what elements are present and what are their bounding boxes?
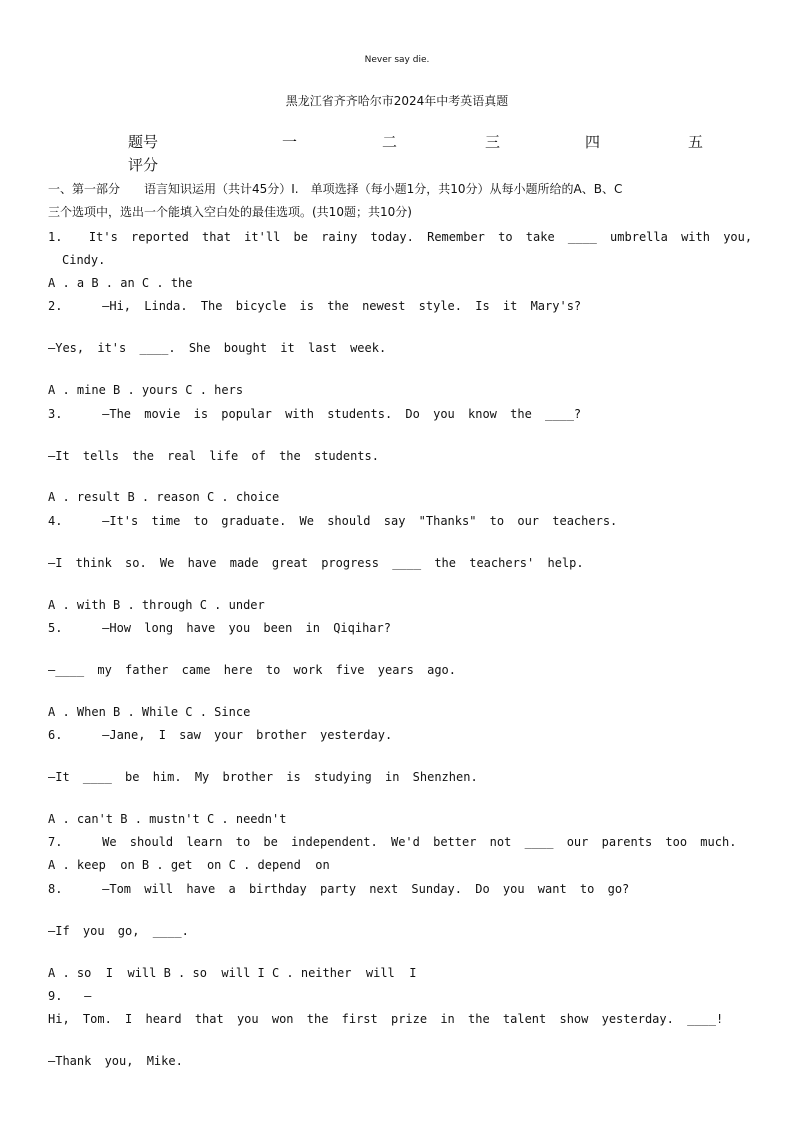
question-5-options: A . When B . While C . Since: [48, 705, 251, 719]
score-table-row-label: 题号: [128, 133, 159, 151]
question-9-stem: Hi, Tom. I heard that you won the first prize in the talent show yesterday. ____!: [48, 1012, 724, 1026]
question-4-stem: 4. —It's time to graduate. We should say "Thanks" to our teachers.: [48, 514, 618, 528]
question-7-stem: 7. We should learn to be independent. We'd better not ____ our parents too much.: [48, 835, 737, 849]
question-1-options: A . a B . an C . the: [48, 276, 193, 290]
question-5-stem: 5. —How long have you been in Qiqihar?: [48, 621, 391, 635]
question-1-stem: 1. It's reported that it'll be rainy today. Remember to take ____ umbrella with you,: [48, 230, 753, 244]
question-2-options: A . mine B . yours C . hers: [48, 383, 244, 397]
question-6-reply: —It ____ be him. My brother is studying in Shenzhen.: [48, 770, 478, 784]
section-instructions: 三个选项中，选出一个能填入空白处的最佳选项。(共10题；共10分): [48, 205, 412, 219]
question-6-stem: 6. —Jane, I saw your brother yesterday.: [48, 728, 393, 742]
question-2-stem: 2. —Hi, Linda. The bicycle is the newest style. Is it Mary's?: [48, 299, 582, 313]
score-table-col-1: 一: [282, 133, 298, 151]
question-4-reply: —I think so. We have made great progress ____ the teachers' help.: [48, 556, 584, 570]
score-table-col-5: 五: [688, 133, 704, 151]
motto: Never say die.: [364, 55, 430, 65]
question-3-stem: 3. —The movie is popular with students. Do you know the ____?: [48, 407, 582, 421]
question-7-options: A . keep on B . get on C . depend on: [48, 858, 330, 872]
question-5-reply: —____ my father came here to work five years ago.: [48, 663, 457, 677]
score-table-col-3: 三: [485, 133, 501, 151]
question-4-options: A . with B . through C . under: [48, 598, 265, 612]
question-1-stem-cont: Cindy.: [62, 253, 106, 267]
question-6-options: A . can't B . mustn't C . needn't: [48, 812, 287, 826]
score-table-col-2: 二: [382, 133, 398, 151]
score-table-score-label: 评分: [128, 156, 159, 174]
question-3-reply: —It tells the real life of the students.: [48, 449, 379, 463]
question-8-reply: —If you go, ____.: [48, 924, 189, 938]
question-3-options: A . result B . reason C . choice: [48, 490, 280, 504]
question-8-stem: 8. —Tom will have a birthday party next Sunday. Do you want to go?: [48, 882, 630, 896]
question-9-number: 9. —: [48, 989, 92, 1003]
section-heading: 一、第一部分 语言知识运用（共计45分）I. 单项选择（每小题1分，共10分）从每小题所给的A、B、C: [48, 182, 623, 196]
question-2-reply: —Yes, it's ____. She bought it last week.: [48, 341, 387, 355]
question-8-options: A . so I will B . so will I C . neither will I: [48, 966, 417, 980]
document-title: 黑龙江省齐齐哈尔市2024年中考英语真题: [285, 94, 509, 108]
question-9-reply: —Thank you, Mike.: [48, 1054, 183, 1068]
score-table-col-4: 四: [585, 133, 601, 151]
